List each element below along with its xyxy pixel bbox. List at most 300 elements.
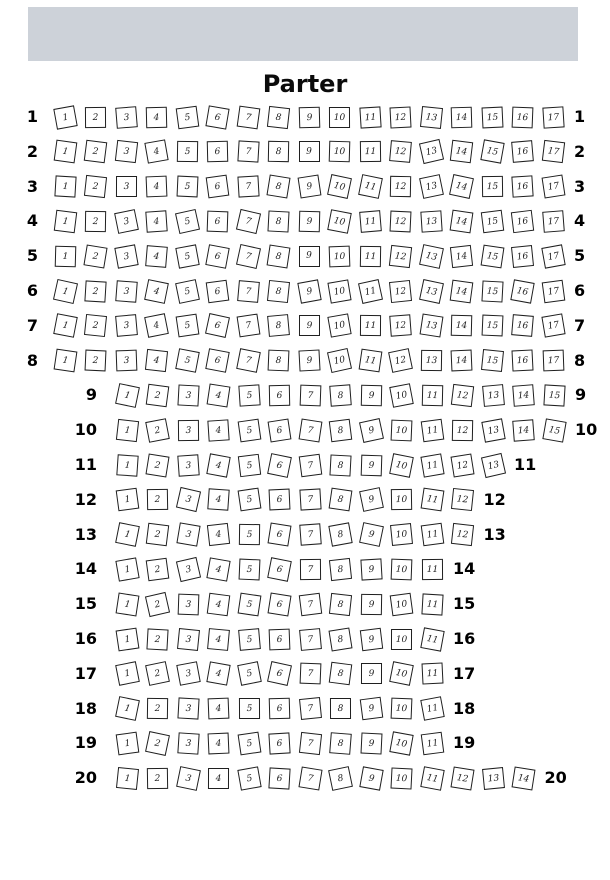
seat-row5-num1[interactable] (54, 245, 76, 267)
seat-row3-num2[interactable] (84, 175, 107, 198)
seat-row5-num14[interactable] (450, 245, 473, 268)
seat-row3-num17[interactable] (541, 175, 565, 199)
seat-row11-num10[interactable] (389, 453, 414, 478)
seat-row16-num7[interactable] (299, 628, 322, 651)
seat-row2-num3[interactable] (114, 140, 137, 163)
seat-row7-num9[interactable] (298, 315, 319, 336)
seat-row2-num5[interactable] (176, 141, 197, 162)
seat-row14-num8[interactable] (329, 558, 352, 581)
seat-row15-num5[interactable] (237, 592, 261, 616)
seat-row16-num5[interactable] (238, 628, 261, 651)
seat-row6-num8[interactable] (267, 279, 290, 302)
seat-row10-num13[interactable] (481, 418, 505, 442)
row-label-left-17: 17 (74, 663, 97, 683)
seat-row10-num11[interactable] (420, 418, 444, 442)
seat-row15-num10[interactable] (390, 592, 414, 616)
seat-row20-num1[interactable] (115, 767, 138, 790)
seat-row10-num9[interactable] (359, 418, 384, 443)
seat-row15-num2[interactable] (145, 592, 170, 617)
seat-row11-num5[interactable] (237, 453, 260, 476)
seat-row7-num15[interactable] (481, 315, 503, 337)
seat-row18-num10[interactable] (391, 698, 413, 720)
seat-row3-num11[interactable] (358, 174, 383, 199)
seat-row4-num1[interactable] (53, 210, 76, 233)
seat-row17-num6[interactable] (267, 661, 292, 686)
row-label-left-15: 15 (74, 594, 97, 614)
seat-row20-num7[interactable] (298, 766, 322, 790)
seat-row13-num7[interactable] (299, 523, 321, 545)
seat-row1-num14[interactable] (451, 106, 473, 128)
seat-row9-num11[interactable] (421, 385, 442, 406)
seat-row20-num5[interactable] (237, 766, 261, 790)
seat-row14-num2[interactable] (146, 558, 170, 582)
seat-row11-num7[interactable] (298, 453, 322, 477)
seat-row19-num7[interactable] (298, 732, 321, 755)
seat-row11-num1[interactable] (116, 454, 138, 476)
seat-row13-num3[interactable] (176, 522, 200, 546)
seat-row2-num4[interactable] (144, 140, 168, 164)
seat-row16-num9[interactable] (359, 627, 382, 650)
seat-row14-num5[interactable] (238, 558, 260, 580)
seat-row6-num11[interactable] (358, 279, 383, 304)
seat-row13-num4[interactable] (207, 523, 230, 546)
seat-row5-num12[interactable] (389, 245, 412, 268)
seat-row9-num8[interactable] (329, 384, 352, 407)
seat-row4-num11[interactable] (359, 210, 382, 233)
seat-row9-num5[interactable] (238, 384, 260, 406)
seat-row15-num4[interactable] (207, 592, 231, 616)
seat-row18-num1[interactable] (115, 696, 140, 721)
seat-row12-num7[interactable] (299, 489, 321, 511)
seat-row9-num4[interactable] (207, 383, 231, 407)
seat-row7-num6[interactable] (205, 313, 230, 338)
seat-row1-num9[interactable] (298, 106, 320, 128)
seat-number: 10 (332, 215, 347, 228)
seat-row6-num7[interactable] (237, 280, 260, 303)
seat-row2-num7[interactable] (237, 141, 259, 163)
seat-row18-num4[interactable] (208, 698, 230, 720)
seat-row7-num7[interactable] (236, 314, 260, 338)
seat-row9-num12[interactable] (451, 384, 474, 407)
seat-row15-num9[interactable] (360, 594, 381, 615)
seat-row13-num6[interactable] (267, 523, 291, 547)
seat-row19-num10[interactable] (389, 731, 413, 755)
seat-row16-num10[interactable] (391, 628, 412, 649)
seat-row16-num8[interactable] (328, 627, 352, 651)
seat-row12-num4[interactable] (207, 489, 229, 511)
seat-row17-num11[interactable] (421, 663, 443, 685)
seat-row12-num2[interactable] (147, 489, 168, 510)
seat-row7-num3[interactable] (115, 314, 138, 337)
seat-row8-num17[interactable] (542, 350, 564, 372)
seat-row2-num17[interactable] (541, 140, 564, 163)
seat-row8-num4[interactable] (145, 349, 168, 372)
seat-row11-num11[interactable] (420, 453, 444, 477)
seat-row13-num11[interactable] (420, 523, 444, 547)
seat-row9-num9[interactable] (360, 385, 381, 406)
seat-row10-num15[interactable] (542, 418, 566, 442)
seat-row4-num17[interactable] (542, 210, 565, 233)
seat-row11-num12[interactable] (450, 453, 474, 477)
seat-row6-num9[interactable] (297, 279, 321, 303)
seat-row20-num6[interactable] (268, 767, 290, 789)
seat-row4-num3[interactable] (114, 209, 139, 234)
seat-row9-num7[interactable] (299, 385, 321, 407)
seat-row18-num6[interactable] (269, 698, 291, 720)
seat-number: 5 (246, 703, 252, 714)
seat-row10-num3[interactable] (177, 420, 198, 441)
seat-row13-num10[interactable] (390, 523, 413, 546)
seat-row13-num5[interactable] (238, 524, 259, 545)
seat-row9-num2[interactable] (146, 384, 170, 408)
row-label-right-16: 16 (453, 629, 476, 648)
seat-row10-num10[interactable] (391, 419, 413, 441)
seat-row15-num8[interactable] (329, 593, 352, 616)
seat-row1-num5[interactable] (175, 105, 199, 129)
seat-row6-num14[interactable] (450, 279, 474, 303)
seat-row19-num2[interactable] (145, 731, 170, 756)
seat-row1-num11[interactable] (359, 106, 381, 128)
seat-row1-num17[interactable] (542, 106, 564, 128)
seat-row15-num11[interactable] (421, 593, 443, 615)
seat-row1-num16[interactable] (512, 106, 534, 128)
seat-row2-num6[interactable] (207, 141, 229, 163)
seat-row16-num3[interactable] (177, 628, 200, 651)
seat-row1-num3[interactable] (115, 106, 138, 129)
seat-row2-num12[interactable] (389, 140, 412, 163)
seat-number: 9 (306, 320, 312, 331)
seat-row12-num8[interactable] (329, 488, 353, 512)
seat-row3-num3[interactable] (115, 176, 136, 197)
seat-row13-num9[interactable] (359, 522, 384, 547)
seat-row15-num7[interactable] (298, 592, 321, 615)
seat-row1-num1[interactable] (53, 105, 77, 129)
seat-row11-num6[interactable] (267, 453, 292, 478)
seat-row3-num12[interactable] (390, 176, 411, 197)
seat-row17-num2[interactable] (145, 661, 170, 686)
seat-row17-num9[interactable] (360, 663, 381, 684)
seat-row2-num11[interactable] (359, 141, 380, 162)
seat-number: 8 (337, 598, 344, 610)
seat-row8-num5[interactable] (175, 348, 200, 373)
seat-row3-num9[interactable] (297, 175, 321, 199)
seat-row4-num4[interactable] (145, 210, 167, 232)
seat-row2-num14[interactable] (450, 140, 473, 163)
seat-row8-num13[interactable] (420, 350, 441, 371)
seat-row14-num1[interactable] (115, 557, 139, 581)
seat-row9-num1[interactable] (115, 383, 140, 408)
seat-row12-num12[interactable] (451, 488, 474, 511)
seat-row3-num6[interactable] (206, 175, 230, 199)
seat-row19-num8[interactable] (329, 732, 352, 755)
seat-row12-num3[interactable] (175, 487, 200, 512)
seat-row5-num4[interactable] (145, 245, 168, 268)
seat-row20-num3[interactable] (176, 766, 201, 791)
seat-number: 7 (306, 738, 314, 749)
seat-row14-num9[interactable] (360, 558, 382, 580)
seat-row16-num6[interactable] (269, 628, 291, 650)
seat-row3-num10[interactable] (327, 174, 352, 199)
seat-row16-num2[interactable] (146, 628, 168, 650)
seat-row13-num2[interactable] (146, 523, 169, 546)
seat-row5-num6[interactable] (205, 244, 229, 268)
seat-row20-num13[interactable] (482, 767, 505, 790)
seat-row18-num5[interactable] (238, 698, 259, 719)
seat-row8-num2[interactable] (85, 350, 107, 372)
seat-number: 16 (516, 250, 529, 262)
seat-row14-num3[interactable] (175, 557, 200, 582)
seat-number: 4 (215, 494, 222, 505)
seat-row8-num15[interactable] (480, 349, 503, 372)
seat-row10-num4[interactable] (207, 419, 229, 441)
seat-row12-num5[interactable] (237, 488, 261, 512)
seat-row3-num8[interactable] (266, 175, 290, 199)
seat-number: 9 (368, 390, 374, 401)
seat-row20-num14[interactable] (512, 766, 536, 790)
seat-row16-num4[interactable] (207, 628, 230, 651)
seat-row7-num5[interactable] (175, 314, 199, 338)
seat-row7-num17[interactable] (541, 314, 565, 338)
seat-number: 8 (337, 459, 344, 471)
seat-row14-num7[interactable] (299, 559, 320, 580)
seat-row13-num12[interactable] (451, 523, 474, 546)
seat-row1-num2[interactable] (85, 106, 106, 127)
seat-row5-num13[interactable] (419, 244, 444, 269)
seat-row17-num1[interactable] (115, 661, 140, 686)
seat-row8-num1[interactable] (53, 349, 77, 373)
seat-row6-num12[interactable] (389, 279, 412, 302)
seat-row17-num3[interactable] (176, 662, 201, 687)
seat-number: 6 (213, 285, 222, 297)
seat-row7-num11[interactable] (359, 315, 380, 336)
seat-row18-num8[interactable] (330, 698, 351, 719)
seat-row7-num14[interactable] (451, 315, 473, 337)
seat-row6-num17[interactable] (541, 279, 565, 303)
seat-row2-num15[interactable] (480, 140, 504, 164)
seat-row17-num5[interactable] (237, 661, 262, 686)
seat-row14-num6[interactable] (267, 557, 292, 582)
seat-row17-num7[interactable] (299, 663, 321, 685)
seat-row11-num4[interactable] (206, 453, 230, 477)
seat-row8-num16[interactable] (511, 350, 533, 372)
seat-row4-num2[interactable] (85, 211, 106, 232)
seat-row6-num10[interactable] (327, 279, 351, 303)
seat-row14-num11[interactable] (421, 559, 442, 580)
seat-row7-num1[interactable] (53, 314, 78, 339)
seat-row1-num8[interactable] (267, 105, 290, 128)
seat-row17-num4[interactable] (206, 662, 230, 686)
seat-row1-num15[interactable] (481, 106, 503, 128)
seat-row9-num14[interactable] (512, 384, 535, 407)
seat-row18-num11[interactable] (420, 696, 445, 721)
seat-row4-num9[interactable] (298, 211, 320, 233)
seat-row15-num3[interactable] (177, 593, 199, 615)
seat-row5-num2[interactable] (83, 244, 107, 268)
seat-row4-num14[interactable] (450, 209, 474, 233)
seat-row3-num7[interactable] (237, 176, 259, 198)
seat-row19-num11[interactable] (420, 732, 444, 756)
seat-row20-num10[interactable] (390, 767, 412, 789)
seat-row14-num10[interactable] (391, 559, 413, 581)
seat-row4-num15[interactable] (480, 210, 503, 233)
seat-row9-num10[interactable] (389, 383, 414, 408)
seat-row6-num13[interactable] (419, 279, 444, 304)
seat-row12-num10[interactable] (391, 489, 412, 510)
seat-row2-num8[interactable] (268, 141, 289, 162)
seat-row1-num13[interactable] (419, 105, 442, 128)
seat-row19-num1[interactable] (115, 732, 139, 756)
seat-row6-num1[interactable] (52, 278, 77, 303)
seat-row1-num4[interactable] (146, 106, 168, 128)
seat-row20-num4[interactable] (208, 768, 229, 789)
seat-row2-num13[interactable] (418, 139, 443, 164)
seat-row4-num10[interactable] (327, 209, 352, 234)
seat-row6-num15[interactable] (481, 280, 503, 302)
seat-row10-num7[interactable] (298, 418, 322, 442)
seat-row2-num2[interactable] (84, 140, 107, 163)
seat-row16-num1[interactable] (115, 627, 139, 651)
seat-row15-num1[interactable] (115, 592, 139, 616)
seat-row7-num10[interactable] (327, 314, 351, 338)
seat-row11-num9[interactable] (360, 454, 382, 476)
seat-row1-num6[interactable] (205, 105, 229, 129)
seat-row6-num16[interactable] (510, 279, 534, 303)
seat-row7-num4[interactable] (144, 313, 169, 338)
seat-row3-num13[interactable] (419, 174, 444, 199)
seat-row4-num6[interactable] (207, 211, 229, 233)
seat-row9-num3[interactable] (177, 384, 199, 406)
seat-row19-num4[interactable] (208, 732, 230, 754)
seat-row9-num15[interactable] (543, 384, 565, 406)
seat-row6-num3[interactable] (115, 280, 138, 303)
row-label-left-6: 6 (26, 281, 38, 300)
seat-row8-num6[interactable] (205, 348, 230, 373)
seat-row5-num9[interactable] (299, 246, 320, 267)
seat-row18-num3[interactable] (177, 698, 199, 720)
seat-row11-num13[interactable] (480, 452, 505, 477)
seat-row2-num16[interactable] (511, 140, 534, 163)
seat-row17-num8[interactable] (329, 662, 353, 686)
seat-row6-num5[interactable] (175, 279, 200, 304)
seat-row10-num12[interactable] (452, 420, 473, 441)
seat-row7-num13[interactable] (419, 314, 443, 338)
seat-row15-num6[interactable] (267, 592, 291, 616)
seat-row16-num11[interactable] (420, 627, 444, 651)
seat-row17-num10[interactable] (389, 661, 414, 686)
seat-row4-num13[interactable] (420, 210, 442, 232)
seat-row10-num2[interactable] (145, 418, 170, 443)
seat-row5-num10[interactable] (329, 245, 351, 267)
seat-row8-num11[interactable] (358, 349, 382, 373)
seat-row9-num6[interactable] (269, 385, 290, 406)
seat-row11-num2[interactable] (145, 453, 169, 477)
seat-row12-num11[interactable] (420, 488, 444, 512)
seat-row3-num4[interactable] (146, 176, 168, 198)
seat-row7-num2[interactable] (84, 314, 107, 337)
seat-row4-num5[interactable] (174, 209, 199, 234)
seat-row20-num2[interactable] (147, 768, 168, 789)
seat-row7-num16[interactable] (511, 314, 534, 337)
seat-row13-num1[interactable] (115, 522, 140, 547)
seat-row18-num7[interactable] (299, 697, 322, 720)
seat-row8-num12[interactable] (388, 348, 413, 373)
seat-row19-num9[interactable] (360, 732, 382, 754)
seat-row9-num13[interactable] (482, 384, 505, 407)
seat-row7-num8[interactable] (267, 314, 290, 337)
seat-row3-num16[interactable] (511, 175, 533, 197)
seat-row2-num9[interactable] (299, 141, 320, 162)
seat-row3-num5[interactable] (176, 176, 198, 198)
seat-row20-num8[interactable] (328, 766, 353, 791)
seat-row10-num1[interactable] (115, 419, 138, 442)
seat-row6-num2[interactable] (84, 280, 106, 302)
seat-row8-num3[interactable] (115, 350, 137, 372)
seat-row5-num11[interactable] (359, 246, 380, 267)
seat-row3-num1[interactable] (54, 175, 76, 197)
seat-row1-num7[interactable] (236, 105, 260, 129)
seat-row6-num6[interactable] (206, 279, 230, 303)
seat-row18-num9[interactable] (359, 697, 383, 721)
seat-row5-num15[interactable] (480, 244, 504, 268)
seat-row2-num10[interactable] (329, 141, 351, 163)
seat-row10-num14[interactable] (512, 419, 535, 442)
seat-row10-num6[interactable] (268, 418, 292, 442)
seat-row3-num15[interactable] (481, 176, 502, 197)
seat-row6-num4[interactable] (144, 279, 169, 304)
seat-row5-num17[interactable] (541, 244, 565, 268)
seat-row12-num9[interactable] (359, 487, 384, 512)
seat-row18-num2[interactable] (147, 698, 168, 719)
seat-row5-num8[interactable] (267, 244, 291, 268)
seat-number: 10 (333, 146, 346, 157)
seat-row19-num5[interactable] (237, 731, 261, 755)
seat-row8-num14[interactable] (451, 350, 473, 372)
seat-row8-num8[interactable] (268, 350, 290, 372)
seat-row7-num12[interactable] (389, 315, 412, 338)
seat-row2-num1[interactable] (53, 140, 77, 164)
seat-row1-num10[interactable] (329, 106, 350, 127)
seat-row4-num7[interactable] (235, 209, 260, 234)
seat-row3-num14[interactable] (449, 174, 474, 199)
seat-row20-num12[interactable] (450, 766, 474, 790)
seat-row8-num7[interactable] (236, 348, 261, 373)
seat-row5-num16[interactable] (511, 245, 534, 268)
seat-row8-num10[interactable] (327, 348, 352, 373)
row-label-left-12: 12 (74, 489, 97, 509)
seat-row10-num5[interactable] (237, 418, 261, 442)
seat-row4-num8[interactable] (267, 210, 289, 232)
seat-row4-num12[interactable] (390, 210, 412, 232)
seat-row10-num8[interactable] (329, 418, 352, 441)
seat-row20-num11[interactable] (420, 766, 444, 790)
seat-row5-num5[interactable] (175, 244, 199, 268)
seat-row20-num9[interactable] (359, 766, 383, 790)
seat-row4-num16[interactable] (511, 210, 534, 233)
seat-row12-num1[interactable] (115, 488, 139, 512)
seat-row5-num7[interactable] (235, 244, 260, 269)
seat-row19-num3[interactable] (177, 732, 199, 754)
seat-row19-num6[interactable] (268, 732, 290, 754)
seat-row12-num6[interactable] (269, 489, 291, 511)
seat-number: 14 (455, 215, 468, 228)
seat-row14-num4[interactable] (206, 557, 230, 581)
seat-row5-num3[interactable] (114, 244, 138, 268)
seat-row8-num9[interactable] (298, 350, 320, 372)
seat-row11-num3[interactable] (177, 454, 199, 476)
seat-row1-num12[interactable] (389, 106, 411, 128)
seat-row13-num8[interactable] (328, 522, 352, 546)
seat-row11-num8[interactable] (329, 454, 351, 476)
